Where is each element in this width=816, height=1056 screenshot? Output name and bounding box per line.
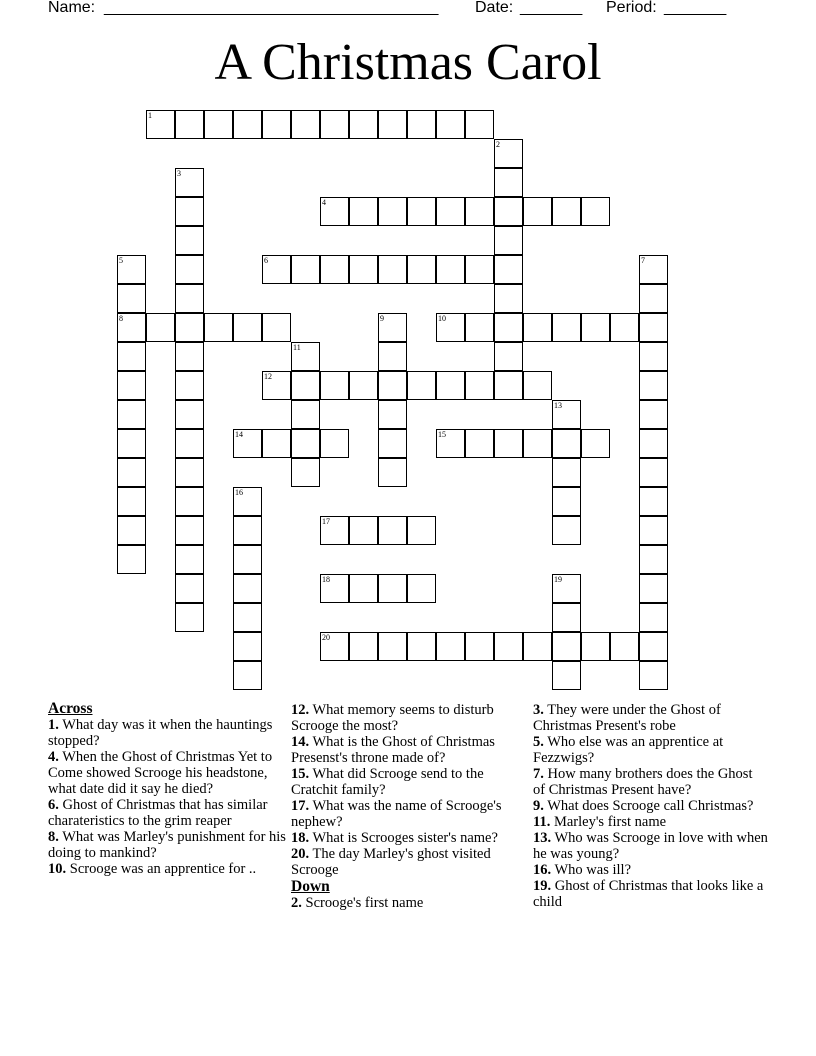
grid-cell[interactable] [494,342,523,371]
grid-cell[interactable] [552,603,581,632]
clue-across-20: 20. The day Marley's ghost visited Scrooge [291,846,491,878]
grid-cell[interactable] [175,574,204,603]
grid-cell[interactable] [523,632,552,661]
clue-across-12: 12. What memory seems to disturb Scrooge the most? [291,702,494,734]
clue-across-1: 1. What day was it when the hauntings stopped? [48,717,273,749]
grid-cell[interactable] [552,400,581,429]
grid-cell[interactable] [581,197,610,226]
grid-cell[interactable] [146,313,175,342]
grid-cell[interactable] [494,371,523,400]
grid-cell[interactable] [117,371,146,400]
grid-cell[interactable] [494,255,523,284]
grid-cell[interactable] [639,516,668,545]
grid-cell[interactable] [378,429,407,458]
clue-column-1 [48,700,286,877]
grid-cell[interactable] [349,574,378,603]
grid-cell[interactable] [639,545,668,574]
grid-cell[interactable] [117,342,146,371]
grid-cell[interactable] [610,632,639,661]
grid-cell[interactable] [465,632,494,661]
grid-cell[interactable] [175,545,204,574]
grid-cell[interactable] [407,110,436,139]
grid-cell[interactable] [117,429,146,458]
grid-cell[interactable] [436,110,465,139]
grid-cell[interactable] [378,313,407,342]
grid-cell[interactable] [146,110,175,139]
clue-number: 18 [322,575,330,584]
grid-cell[interactable] [407,371,436,400]
grid-cell[interactable] [117,284,146,313]
grid-cell[interactable] [552,632,581,661]
grid-cell[interactable] [233,632,262,661]
grid-cell[interactable] [320,429,349,458]
grid-cell[interactable] [436,429,465,458]
grid-cell[interactable] [407,197,436,226]
grid-cell[interactable] [175,603,204,632]
grid-cell[interactable] [320,371,349,400]
clue-number: 16 [235,488,243,497]
grid-cell[interactable] [378,197,407,226]
clue-number: 13 [554,401,562,410]
grid-cell[interactable] [117,458,146,487]
clue-down-2: 2. Scrooge's first name [291,895,424,911]
page-title: A Christmas Carol [214,34,602,91]
grid-cell[interactable] [320,110,349,139]
grid-cell[interactable] [175,226,204,255]
grid-cell[interactable] [262,255,291,284]
grid-cell[interactable] [378,516,407,545]
grid-cell[interactable] [291,255,320,284]
grid-cell[interactable] [349,110,378,139]
grid-cell[interactable] [175,168,204,197]
grid-cell[interactable] [639,661,668,690]
clue-number: 10 [438,314,446,323]
grid-cell[interactable] [436,632,465,661]
grid-cell[interactable] [291,110,320,139]
grid-cell[interactable] [175,429,204,458]
clue-number: 1 [148,111,152,120]
grid-cell[interactable] [494,226,523,255]
grid-cell[interactable] [494,139,523,168]
grid-cell[interactable] [552,429,581,458]
grid-cell[interactable] [349,371,378,400]
grid-cell[interactable] [378,255,407,284]
grid-cell[interactable] [175,255,204,284]
grid-cell[interactable] [320,516,349,545]
grid-cell[interactable] [494,197,523,226]
grid-cell[interactable] [262,313,291,342]
grid-cell[interactable] [175,284,204,313]
grid-cell[interactable] [465,313,494,342]
across-heading: Across [48,700,93,717]
grid-cell[interactable] [175,458,204,487]
grid-cell[interactable] [291,400,320,429]
clue-number: 14 [235,430,243,439]
clue-across-15: 15. What did Scrooge send to the Cratchit family? [291,766,484,798]
grid-cell[interactable] [204,313,233,342]
grid-cell[interactable] [523,197,552,226]
clue-across-14: 14. What is the Ghost of Christmas Presenst's throne made of? [291,734,495,766]
date-blank[interactable]: _______ [520,0,583,16]
grid-cell[interactable] [465,197,494,226]
clue-down-11: 11. Marley's first name [533,814,667,830]
grid-cell[interactable] [436,255,465,284]
grid-cell[interactable] [117,487,146,516]
grid-cell[interactable] [291,342,320,371]
grid-cell[interactable] [610,313,639,342]
clue-down-9: 9. What does Scrooge call Christmas? [533,798,754,814]
grid-cell[interactable] [523,371,552,400]
clue-number: 5 [119,256,123,265]
grid-cell[interactable] [233,603,262,632]
grid-cell[interactable] [233,487,262,516]
grid-cell[interactable] [378,342,407,371]
grid-cell[interactable] [262,110,291,139]
grid-cell[interactable] [175,516,204,545]
grid-cell[interactable] [349,632,378,661]
period-blank[interactable]: _______ [664,0,727,16]
clue-down-5: 5. Who else was an apprentice at Fezzwigs? [533,734,724,766]
grid-cell[interactable] [639,255,668,284]
grid-cell[interactable] [465,429,494,458]
grid-cell[interactable] [349,255,378,284]
grid-cell[interactable] [552,487,581,516]
grid-cell[interactable] [117,255,146,284]
grid-cell[interactable] [552,661,581,690]
grid-cell[interactable] [407,255,436,284]
clue-number: 15 [438,430,446,439]
grid-cell[interactable] [465,255,494,284]
grid-cell[interactable] [639,487,668,516]
grid-cell[interactable] [233,516,262,545]
grid-cell[interactable] [175,342,204,371]
grid-cell[interactable] [233,545,262,574]
grid-cell[interactable] [436,371,465,400]
grid-cell[interactable] [262,429,291,458]
clue-number: 17 [322,517,330,526]
grid-cell[interactable] [233,574,262,603]
grid-cell[interactable] [552,574,581,603]
grid-cell[interactable] [494,429,523,458]
grid-cell[interactable] [581,632,610,661]
grid-cell[interactable] [175,197,204,226]
grid-cell[interactable] [552,197,581,226]
grid-cell[interactable] [378,110,407,139]
grid-cell[interactable] [581,313,610,342]
date-label: Date: [475,0,514,16]
grid-cell[interactable] [436,313,465,342]
grid-cell[interactable] [639,342,668,371]
grid-cell[interactable] [320,255,349,284]
grid-cell[interactable] [407,516,436,545]
clue-column-2 [291,702,519,911]
grid-cell[interactable] [175,371,204,400]
grid-cell[interactable] [378,371,407,400]
grid-cell[interactable] [117,313,146,342]
grid-cell[interactable] [349,197,378,226]
grid-cell[interactable] [175,110,204,139]
grid-cell[interactable] [639,400,668,429]
grid-cell[interactable] [639,313,668,342]
grid-cell[interactable] [639,458,668,487]
grid-cell[interactable] [378,574,407,603]
grid-cell[interactable] [291,371,320,400]
grid-cell[interactable] [407,574,436,603]
clue-across-18: 18. What is Scrooges sister's name? [291,830,498,846]
clue-across-8: 8. What was Marley's punishment for his doing to mankind? [48,829,286,861]
grid-cell[interactable] [639,371,668,400]
grid-cell[interactable] [552,313,581,342]
grid-cell[interactable] [436,197,465,226]
clue-number: 19 [554,575,562,584]
clue-number: 2 [496,140,500,149]
grid-cell[interactable] [291,429,320,458]
grid-cell[interactable] [494,168,523,197]
grid-cell[interactable] [204,110,233,139]
period-label: Period: [606,0,657,16]
clue-down-16: 16. Who was ill? [533,862,632,878]
grid-cell[interactable] [639,632,668,661]
grid-cell[interactable] [233,429,262,458]
clue-number: 11 [293,343,301,352]
clue-down-7: 7. How many brothers does the Ghost of Christmas Present have? [533,766,753,798]
clue-number: 3 [177,169,181,178]
clue-number: 8 [119,314,123,323]
grid-cell[interactable] [175,313,204,342]
grid-cell[interactable] [320,574,349,603]
grid-cell[interactable] [175,487,204,516]
grid-cell[interactable] [494,632,523,661]
grid-cell[interactable] [523,429,552,458]
grid-cell[interactable] [465,371,494,400]
grid-cell[interactable] [320,632,349,661]
grid-cell[interactable] [378,632,407,661]
grid-cell[interactable] [117,516,146,545]
grid-cell[interactable] [320,197,349,226]
grid-cell[interactable] [378,458,407,487]
grid-cell[interactable] [233,110,262,139]
clue-across-6: 6. Ghost of Christmas that has similar charateristics to the grim reaper [48,797,268,829]
grid-cell[interactable] [639,603,668,632]
grid-cell[interactable] [117,400,146,429]
grid-cell[interactable] [233,313,262,342]
clue-down-3: 3. They were under the Ghost of Christmas Present's robe [533,702,721,734]
grid-cell[interactable] [175,400,204,429]
grid-cell[interactable] [117,545,146,574]
clue-across-10: 10. Scrooge was an apprentice for .. [48,861,257,877]
grid-cell[interactable] [581,429,610,458]
grid-cell[interactable] [262,371,291,400]
clue-number: 4 [322,198,326,207]
grid-cell[interactable] [494,284,523,313]
clue-down-19: 19. Ghost of Christmas that looks like a child [533,878,764,910]
down-heading: Down [291,878,330,895]
clue-across-4: 4. When the Ghost of Christmas Yet to Come showed Scrooge his headstone, what date did it say he died? [48,749,273,797]
grid-cell[interactable] [494,313,523,342]
grid-cell[interactable] [639,429,668,458]
grid-cell[interactable] [639,284,668,313]
grid-cell[interactable] [233,661,262,690]
clue-number: 12 [264,372,272,381]
clue-number: 9 [380,314,384,323]
clue-column-3 [533,702,768,910]
grid-cell[interactable] [639,574,668,603]
grid-cell[interactable] [465,110,494,139]
grid-cell[interactable] [552,458,581,487]
grid-cell[interactable] [349,516,378,545]
clue-number: 6 [264,256,268,265]
grid-cell[interactable] [407,632,436,661]
clue-down-13: 13. Who was Scrooge in love with when he was young? [533,830,768,862]
grid-cell[interactable] [378,400,407,429]
grid-cell[interactable] [552,516,581,545]
grid-cell[interactable] [291,458,320,487]
clue-across-17: 17. What was the name of Scrooge's nephew? [291,798,502,830]
clue-number: 7 [641,256,645,265]
name-blank[interactable]: ______________________________________ [104,0,439,16]
name-label: Name: [48,0,96,16]
clue-number: 20 [322,633,330,642]
grid-cell[interactable] [523,313,552,342]
